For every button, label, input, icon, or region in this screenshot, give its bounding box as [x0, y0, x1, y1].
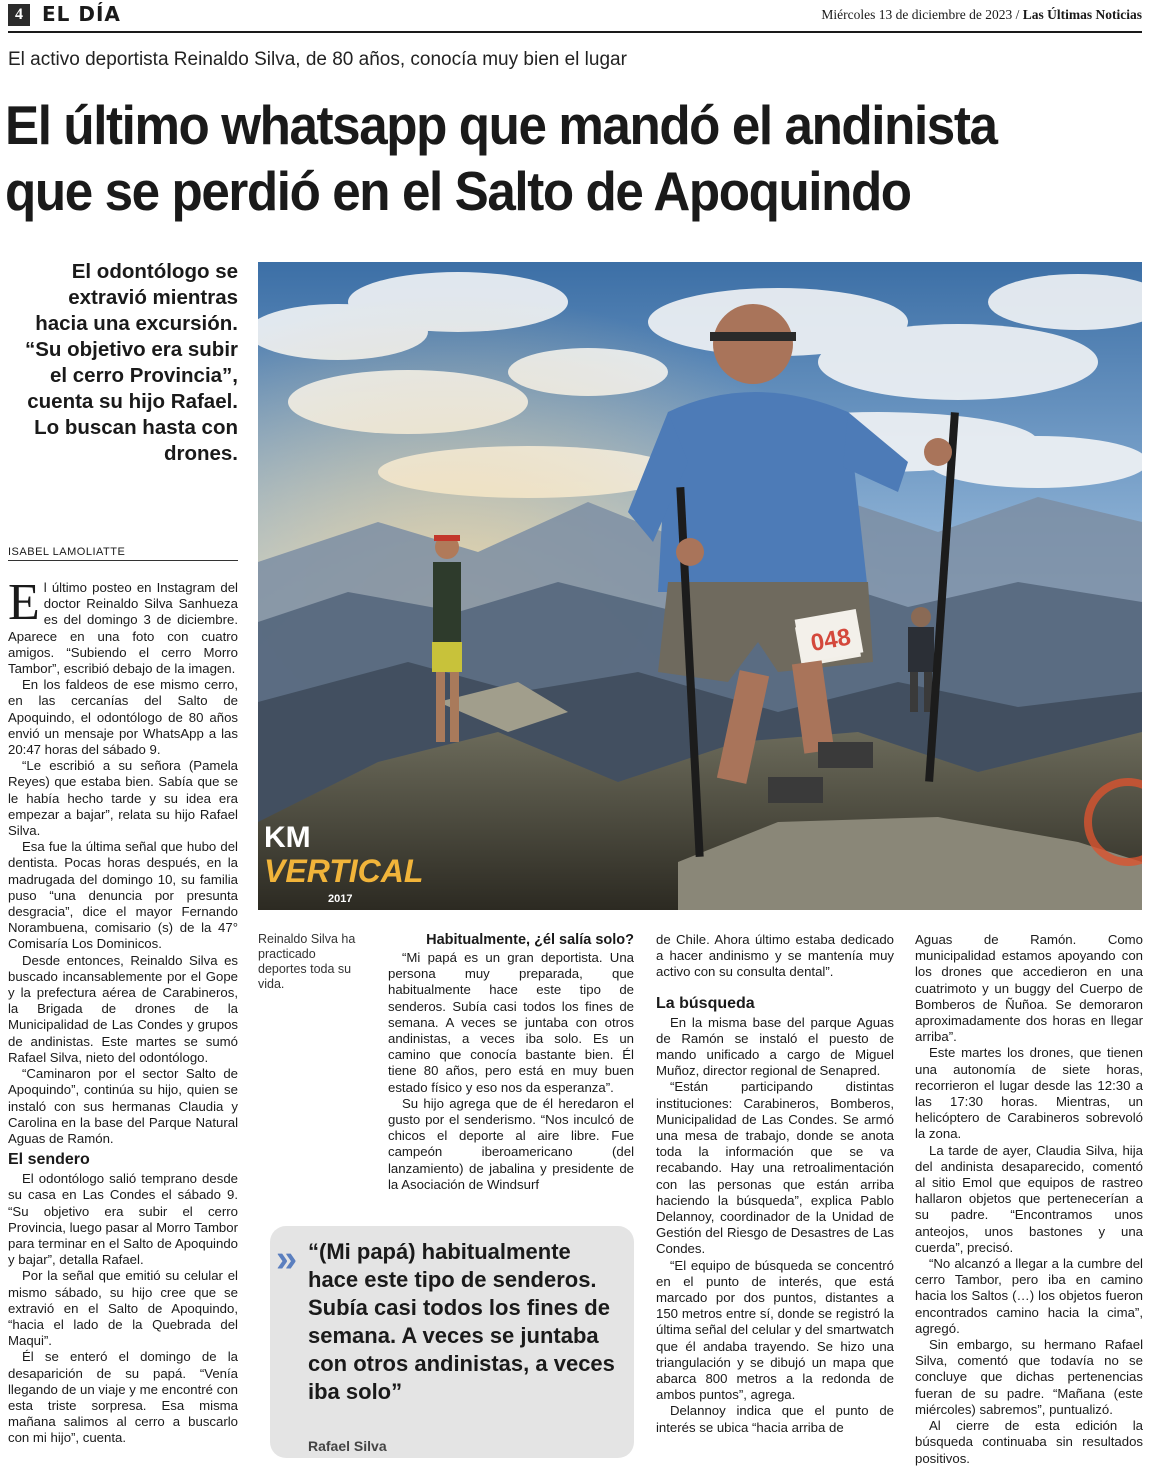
header-separator: / — [1015, 7, 1020, 22]
watermark-km: KM — [264, 821, 311, 854]
paragraph: Sin embargo, su hermano Rafael Silva, comentó que todavía no se concluye que dichas pertenencias fueran de su padre. “Mañana (este miércoles) sabremos”, puntualizó. — [915, 1337, 1143, 1417]
first-paragraph-text: l último posteo en Instagram del doctor Reinaldo Silva Sanhueza es del domingo 3 de diciembre. Aparece en una foto con cuatro amigos. “Subiendo el cerro Morro Tambor”, escribió debajo de la imagen. — [8, 580, 238, 677]
photo-caption: Reinaldo Silva ha practicado deportes toda su vida. — [258, 932, 356, 991]
paragraph: Este martes los drones, que tienen una autonomía de siete horas, recorrieron el lugar desde las 12:30 a las 17:30 horas. Mientras, un helicóptero de Carabineros sobrevoló la zona. — [915, 1045, 1143, 1142]
paragraph: El odontólogo salió temprano desde su casa en Las Condes el sábado 9. “Su objetivo era subir el cerro Provincia, luego pasar al Morro Tambor para terminar en el Salto de Apoquindo y bajar”, detalla Rafael. — [8, 1171, 238, 1268]
paragraph: de Chile. Ahora último estaba dedicado a hacer andinismo y se mantenía muy activo con su consulta dental”. — [656, 932, 894, 980]
paragraph: Esa fue la última señal que hubo del dentista. Pocas horas después, en la madrugada del domingo 10, su familia puso “una denuncia por presunta desgracia”, dice el mayor Fernando Norambuena, comisario (s) de la 47° Comisaría Los Dominicos. — [8, 839, 238, 952]
pullquote-chevron-icon: » — [276, 1238, 288, 1280]
subhead-el-sendero: El sendero — [8, 1151, 90, 1169]
header-rule — [8, 31, 1142, 33]
byline: ISABEL LAMOLIATTE — [8, 546, 238, 561]
publication-name: Las Últimas Noticias — [1022, 7, 1142, 22]
paragraph: “Mi papá es un gran deportista. Una persona muy preparada, que habitualmente hace este tipo de senderos. Subía casi todos los fines de semana. A veces se juntaba con otros andinistas, a veces iba solo. Es un camino que conocía bastante bien. Él tiene 80 años, pero está en muy buen estado físico y eso nos da esperanza”. — [388, 950, 634, 1095]
paragraph: Por la señal que emitió su celular el mismo sábado, su hijo cree que se extravió en el Salto de Apoquindo, “hacia el lado de la Quebrada del Maqui”. — [8, 1268, 238, 1349]
paragraph: Su hijo agrega que de él heredaron el gusto por el senderismo. “Nos inculcó de chicos el deporte al aire libre. Fue campeón iberoamericano (del lanzamiento) de jabalina y presidente de la Asociación de Windsurf — [388, 1095, 634, 1192]
article-column-2 — [388, 932, 634, 1193]
article-column-4 — [915, 932, 1143, 1467]
section-name: EL DÍA — [42, 2, 121, 26]
paragraph: Delannoy indica que el punto de interés se ubica “hacia arriba de — [656, 1403, 894, 1435]
article-photo — [258, 262, 1142, 910]
subhead-question: Habitualmente, ¿él salía solo? — [426, 932, 634, 948]
pullquote-author: Rafael Silva — [308, 1438, 387, 1454]
dropcap: E — [8, 574, 40, 631]
page-number: 4 — [8, 4, 30, 26]
paragraph: “Le escribió a su señora (Pamela Reyes) que estaba bien. Sabía que se le había hecho tarde y su idea era empezar a bajar”, relata su hijo Rafael Silva. — [8, 758, 238, 839]
kicker: El activo deportista Reinaldo Silva, de 80 años, conocía muy bien el lugar — [8, 49, 627, 70]
headline: El último whatsapp que mandó el andinista que se perdió en el Salto de Apoquindo — [5, 94, 997, 222]
paragraph: La tarde de ayer, Claudia Silva, hija del andinista desaparecido, comentó al sitio Emol que equipos de rastreo hallaron objetos que pertenecerían a su padre. “Encontramos unos anteojos, unos bastones y una cuerda”, precisó. — [915, 1142, 1143, 1255]
hiker-photo-illustration — [258, 262, 1142, 910]
paragraph: “No alcanzó a llegar a la cumbre del cerro Tambor, pero iba en camino hacia los Saltos (…) los objetos fueron encontrados camino hacia la cima”, agregó. — [915, 1256, 1143, 1336]
bib-number: 048 — [808, 623, 853, 658]
paragraph: Aguas de Ramón. Como municipalidad estamos apoyando con los drones que accedieron en una cuatrimoto y un buggy del Cuerpo de Bomberos de Ñuñoa. Se demoraron aproximadamente dos horas en llegar arriba”. — [915, 932, 1143, 1045]
paragraph: “Están participando distintas instituciones: Carabineros, Bomberos, Municipalidad de Las Condes. Se armó una mesa de trabajo, donde se anota toda la información que se va recabando. Hay una retroalimentación con las personas que están arriba haciendo la búsqueda”, explica Pablo Delannoy, coordinador de la Unidad de Gestión del Riesgo de Desastres de Las Condes. — [656, 1079, 894, 1257]
watermark-vertical: VERTICAL — [264, 853, 424, 889]
header-meta — [821, 7, 1142, 23]
paragraph: Él se enteró el domingo de la desaparición de su papá. “Venía llegando de un viaje y me encontré con esta triste sorpresa. Esa misma mañana salimos al cerro a buscarlo con mi hijo”, cuenta. — [8, 1349, 238, 1446]
paragraph: En los faldeos de ese mismo cerro, en las cercanías del Salto de Apoquindo, el odontólogo de 80 años envió un mensaje por WhatsApp a las 20:47 horas del sábado 9. — [8, 677, 238, 758]
lede: El odontólogo se extravió mientras hacia una excursión. “Su objetivo era subir el cerro Provincia”, cuenta su hijo Rafael. Lo buscan hasta con drones. — [24, 260, 238, 465]
first-paragraph — [8, 574, 238, 677]
paragraph: “El equipo de búsqueda se concentró en el punto de interés, que está marcado por dos puntos, distantes a 150 metros entre sí, donde se registró la última señal del celular y del smartwatch que él andaba trayendo. Se hizo una triangulación y se dibujó un mapa que abarca 800 metros a la redonda de ambos puntos”, agrega. — [656, 1257, 894, 1403]
paragraph: Desde entonces, Reinaldo Silva es buscado incansablemente por el Gope y la prefectura aérea de Carabineros, la Brigada de drones de la Municipalidad de Las Condes y grupos de andinistas. Este martes se sumó Rafael Silva, nieto del odontólogo. — [8, 952, 238, 1065]
pullquote-text: “(Mi papá) habitualmente hace este tipo de senderos. Subía casi todos los fines de semana. A veces se juntaba con otros andinistas, a veces iba solo” — [308, 1239, 615, 1404]
paragraph: En la misma base del parque Aguas de Ramón se instaló el puesto de mando unificado a cargo de Miguel Muñoz, director regional de Senapred. — [656, 1014, 894, 1079]
paragraph: “Caminaron por el sector Salto de Apoquindo”, continúa su hijo, quien se instaló con sus hermanas Claudia y Carolina en la base del Parque Natural Aguas de Ramón. — [8, 1066, 238, 1146]
subhead-la-busqueda: La búsqueda — [656, 994, 755, 1012]
paragraph: Al cierre de esta edición la búsqueda continuaba sin resultados positivos. — [915, 1418, 1143, 1466]
article-column-1 — [8, 574, 238, 1447]
article-column-3 — [656, 932, 894, 1436]
watermark-year: 2017 — [328, 893, 353, 905]
issue-date: Miércoles 13 de diciembre de 2023 — [821, 7, 1013, 22]
